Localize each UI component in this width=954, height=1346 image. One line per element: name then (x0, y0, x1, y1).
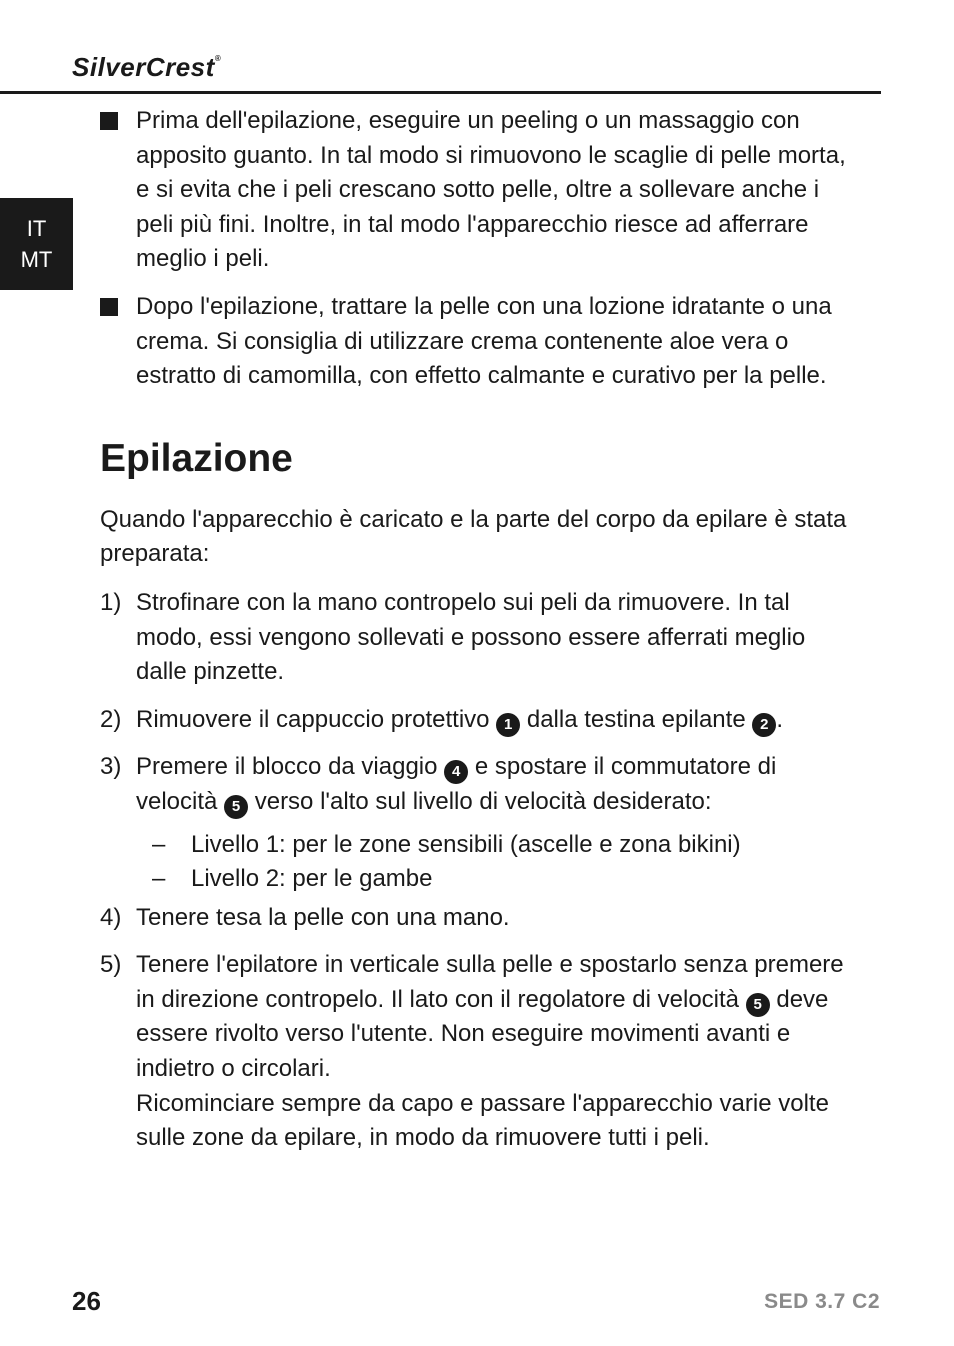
bullet-item (100, 290, 860, 394)
section-title: Epilazione (100, 436, 293, 480)
step-item (100, 586, 860, 690)
bullet-text: Dopo l'epilazione, trattare la pelle con una lozione idratante o una crema. Si consiglia di utilizzare crema contenente aloe vera o estratto di camomilla, con effetto calmante e curativo per la pelle. (136, 292, 832, 390)
reference-number-icon: 5 (224, 795, 248, 819)
step-text: Premere il blocco da viaggio (136, 753, 438, 781)
list-item-text: Livello 2: per le gambe (191, 865, 433, 893)
step-text: dalla testina epilante (526, 705, 746, 733)
page-number: 26 (72, 1286, 101, 1316)
step-text: Rimuovere il cappuccio protettivo (136, 705, 490, 733)
bullet-item (100, 104, 860, 277)
reference-number-icon: 1 (496, 713, 520, 737)
step-text: e spostare il commutatore di velocità (136, 753, 777, 815)
registered-mark: ® (214, 54, 222, 63)
square-bullet-icon (100, 298, 118, 316)
step-item (100, 750, 860, 819)
list-item (100, 828, 860, 863)
step-text: verso l'alto sul livello di velocità desiderato: (254, 787, 712, 815)
dash-bullet: – (152, 830, 166, 858)
step-text: deve essere rivolto verso l'utente. Non eseguire movimenti avanti e indietro o circolari. (136, 985, 829, 1083)
reference-number-icon: 4 (444, 760, 468, 784)
step-text: Strofinare con la mano contropelo sui peli da rimuovere. In tal modo, essi vengono sollevati e possono essere afferrati meglio dalle pinzette. (136, 588, 806, 686)
step-text: Ricominciare sempre da capo e passare l'apparecchio varie volte sulle zone da epilare, in modo da rimuovere tutti i peli. (136, 1089, 829, 1152)
speed-level-list (100, 828, 860, 897)
step-number: 3) (100, 753, 122, 781)
reference-number-icon: 5 (746, 993, 770, 1017)
list-item (100, 862, 860, 897)
dash-bullet: – (152, 865, 166, 893)
brand-logo: SilverCrest® (72, 52, 222, 82)
step-text: . (776, 705, 784, 733)
step-number: 2) (100, 705, 122, 733)
language-code-mt: MT (20, 247, 53, 272)
list-item-text: Livello 1: per le zone sensibili (ascelle e zona bikini) (191, 830, 741, 858)
section-intro: Quando l'apparecchio è caricato e la parte del corpo da epilare è stata preparata: (100, 505, 847, 568)
step-item (100, 703, 860, 738)
page-content (100, 104, 860, 1156)
bullet-text: Prima dell'epilazione, eseguire un peeling o un massaggio con apposito guanto. In tal modo si rimuovono le scaglie di pelle morta, e si evita che i peli crescano sotto pelle, oltre a sollevare anche i peli più fini. Inoltre, in tal modo l'apparecchio riesce ad afferrare meglio i peli. (136, 107, 846, 273)
step-number: 5) (100, 951, 122, 979)
step-text: Tenere tesa la pelle con una mano. (136, 903, 510, 931)
language-code-it: IT (26, 216, 47, 241)
header-rule (0, 91, 881, 94)
step-item (100, 901, 860, 936)
step-number: 1) (100, 588, 122, 616)
language-tab (0, 198, 73, 290)
step-item (100, 948, 860, 1156)
step-number: 4) (100, 903, 122, 931)
reference-number-icon: 2 (752, 713, 776, 737)
model-number: SED 3.7 C2 (764, 1290, 880, 1313)
step-text: Tenere l'epilatore in verticale sulla pelle e spostarlo senza premere in direzione contropelo. Il lato con il regolatore di velocità (136, 951, 844, 1013)
square-bullet-icon (100, 112, 118, 130)
